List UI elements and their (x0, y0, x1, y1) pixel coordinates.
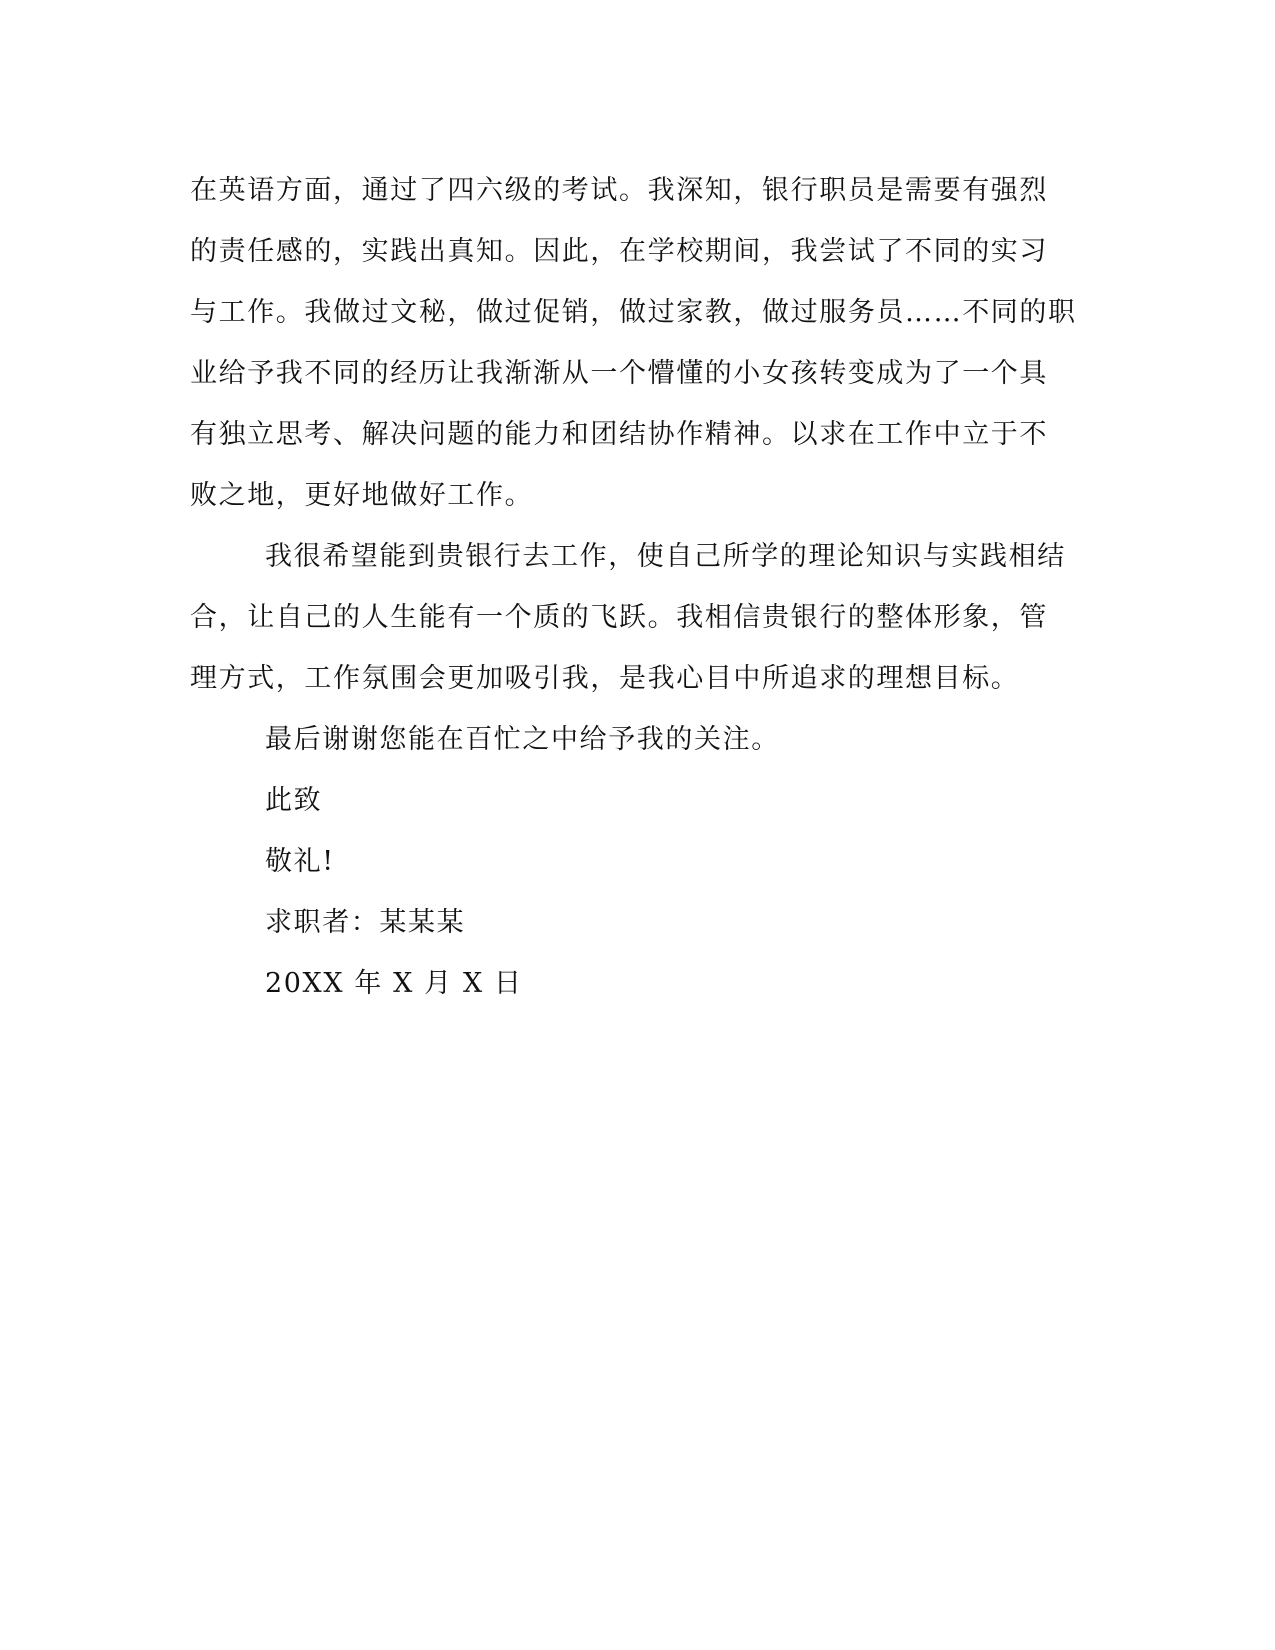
body-text-line: 我很希望能到贵银行去工作，使自己所学的理论知识与实践相结 (265, 541, 1066, 572)
body-text-line: 的责任感的，实践出真知。因此，在学校期间，我尝试了不同的实习 (190, 236, 1048, 267)
body-text-line: 理方式，工作氛围会更加吸引我，是我心目中所追求的理想目标。 (190, 663, 1020, 694)
body-text-line: 业给予我不同的经历让我渐渐从一个懵懂的小女孩转变成为了一个具 (190, 358, 1048, 389)
body-text-line: 与工作。我做过文秘，做过促销，做过家教，做过服务员……不同的职 (190, 297, 1077, 328)
paragraph-job-wish (190, 526, 1090, 709)
salutation-jingli: 敬礼! (265, 846, 335, 877)
letter-date: 20XX 年 X 月 X 日 (265, 968, 523, 999)
paragraph-english-and-experience (190, 160, 1090, 526)
letter-body (190, 160, 1090, 1014)
body-text-line: 合，让自己的人生能有一个质的飞跃。我相信贵银行的整体形象，管 (190, 602, 1048, 633)
body-text-line: 有独立思考、解决问题的能力和团结协作精神。以求在工作中立于不 (190, 419, 1048, 450)
closing-thanks: 最后谢谢您能在百忙之中给予我的关注。 (265, 724, 780, 755)
body-text-line: 败之地，更好地做好工作。 (190, 480, 534, 511)
signature: 求职者：某某某 (265, 907, 466, 938)
salutation-cizhi: 此致 (265, 785, 323, 816)
body-text-line: 在英语方面，通过了四六级的考试。我深知，银行职员是需要有强烈 (190, 175, 1048, 206)
